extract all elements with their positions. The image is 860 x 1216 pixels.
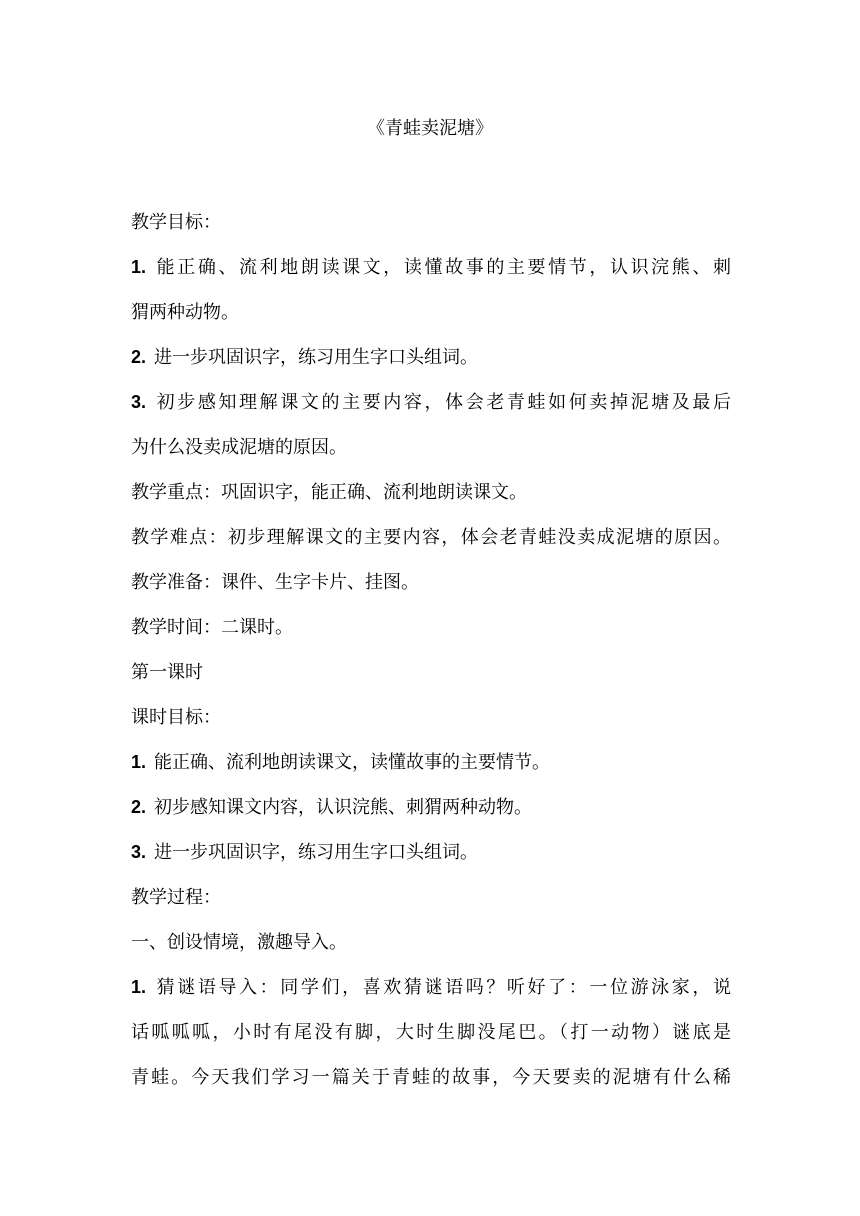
line-text: 教学难点：初步理解课文的主要内容，体会老青蛙没卖成泥塘的原因。 (131, 527, 731, 548)
list-number: 2. (131, 347, 147, 367)
text-line (131, 650, 731, 695)
line-text: 教学目标： (131, 212, 221, 233)
text-line (131, 830, 731, 875)
list-number: 1. (131, 977, 147, 997)
list-number: 1. (131, 257, 147, 277)
list-number: 2. (131, 797, 147, 817)
list-number: 1. (131, 752, 147, 772)
line-text: 青蛙。今天我们学习一篇关于青蛙的故事，今天要卖的泥塘有什么稀 (131, 1067, 731, 1088)
text-line (131, 515, 731, 560)
line-text: 猬两种动物。 (131, 302, 239, 323)
line-text: 第一课时 (131, 662, 203, 683)
line-text: 话呱呱呱，小时有尾没有脚，大时生脚没尾巴。（打一动物）谜底是 (131, 1022, 731, 1043)
line-text: 进一步巩固识字，练习用生字口头组词。 (154, 842, 479, 863)
text-line (131, 1010, 731, 1055)
text-line (131, 740, 731, 785)
list-number: 3. (131, 392, 147, 412)
text-line (131, 380, 731, 425)
text-line (131, 1055, 731, 1100)
document-body (131, 200, 731, 1100)
text-line (131, 470, 731, 515)
line-text: 能正确、流利地朗读课文，读懂故事的主要情节。 (154, 752, 551, 773)
line-text: 课时目标： (131, 707, 221, 728)
text-line (131, 785, 731, 830)
text-line (131, 875, 731, 920)
text-line (131, 200, 731, 245)
line-text: 初步感知理解课文的主要内容，体会老青蛙如何卖掉泥塘及最后 (154, 392, 731, 413)
line-text: 教学准备：课件、生字卡片、挂图。 (131, 572, 419, 593)
line-text: 一、创设情境，激趣导入。 (131, 932, 347, 953)
text-line (131, 245, 731, 290)
text-line (131, 965, 731, 1010)
text-line (131, 560, 731, 605)
text-line (131, 335, 731, 380)
list-number: 3. (131, 842, 147, 862)
line-text: 教学时间：二课时。 (131, 617, 293, 638)
text-line (131, 290, 731, 335)
text-line (131, 605, 731, 650)
line-text: 进一步巩固识字，练习用生字口头组词。 (154, 347, 479, 368)
line-text: 能正确、流利地朗读课文，读懂故事的主要情节，认识浣熊、刺 (154, 257, 731, 278)
line-text: 初步感知课文内容，认识浣熊、刺猬两种动物。 (154, 797, 533, 818)
text-line (131, 425, 731, 470)
line-text: 教学重点：巩固识字，能正确、流利地朗读课文。 (131, 482, 527, 503)
line-text: 教学过程： (131, 887, 221, 908)
text-line (131, 920, 731, 965)
document-title: 《青蛙卖泥塘》 (367, 118, 493, 139)
line-text: 为什么没卖成泥塘的原因。 (131, 437, 347, 458)
line-text: 猜谜语导入：同学们，喜欢猜谜语吗？听好了：一位游泳家，说 (154, 977, 731, 998)
text-line (131, 695, 731, 740)
